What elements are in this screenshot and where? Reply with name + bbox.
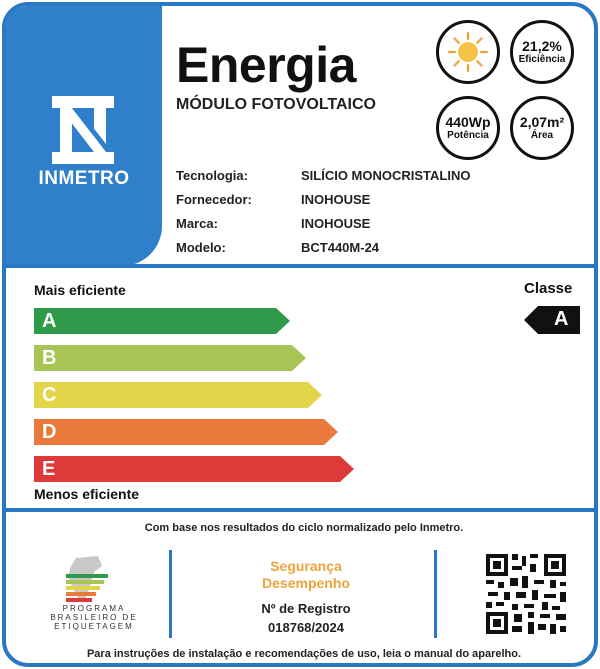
scale-top-label: Mais eficiente bbox=[34, 282, 126, 298]
seal-seguranca: Segurança bbox=[270, 558, 342, 574]
class-bar-b bbox=[34, 345, 306, 371]
qr-code-icon[interactable] bbox=[484, 552, 568, 636]
class-bar-e bbox=[34, 456, 354, 482]
sun-badge bbox=[436, 20, 500, 84]
classe-value: A bbox=[554, 308, 569, 330]
spec-label-tecnologia: Tecnologia: bbox=[176, 168, 248, 183]
class-bar-d-shape bbox=[34, 419, 338, 445]
efficiency-label: Eficiência bbox=[518, 54, 566, 65]
scale-bottom-label: Menos eficiente bbox=[34, 486, 140, 502]
power-label: Potência bbox=[447, 130, 489, 141]
class-letter-d: D bbox=[42, 421, 57, 443]
class-letter-c: C bbox=[42, 384, 57, 406]
class-bar-e-shape bbox=[34, 456, 354, 482]
class-bar-a bbox=[34, 308, 290, 334]
power-value: 440Wp bbox=[445, 114, 491, 130]
efficiency-value: 21,2% bbox=[522, 38, 562, 54]
spec-value-modelo: BCT440M-24 bbox=[301, 240, 380, 255]
classe-marker-shape bbox=[524, 306, 580, 334]
inmetro-seal bbox=[206, 558, 406, 592]
spec-label-modelo: Modelo: bbox=[176, 240, 226, 255]
spec-value-fornecedor: INOHOUSE bbox=[301, 192, 371, 207]
sun-icon bbox=[446, 30, 490, 74]
classe-marker bbox=[524, 306, 580, 334]
area-value: 2,07m² bbox=[519, 114, 565, 130]
label-frame bbox=[2, 2, 598, 667]
spec-label-fornecedor: Fornecedor: bbox=[176, 192, 252, 207]
program-text bbox=[34, 604, 154, 631]
spec-label-marca: Marca: bbox=[176, 216, 218, 231]
spec-value-marca: INOHOUSE bbox=[301, 216, 371, 231]
program-line-1: PROGRAMA bbox=[62, 604, 126, 613]
area-label: Área bbox=[530, 130, 554, 141]
class-letter-b: B bbox=[42, 347, 57, 369]
program-line-3: ETIQUETAGEM bbox=[54, 622, 134, 631]
class-bar-c bbox=[34, 382, 322, 408]
class-bar-c-shape bbox=[34, 382, 322, 408]
basis-text: Com base nos resultados do ciclo normalizado pelo Inmetro. bbox=[144, 522, 464, 534]
power-badge bbox=[436, 96, 500, 160]
class-bar-b-shape bbox=[34, 345, 306, 371]
class-letter-a: A bbox=[42, 310, 57, 332]
class-bar-a-shape bbox=[34, 308, 290, 334]
area-badge bbox=[510, 96, 574, 160]
seal-desempenho: Desempenho bbox=[262, 575, 350, 591]
label-title: Energia bbox=[176, 37, 356, 93]
class-letter-e: E bbox=[42, 458, 56, 480]
class-bar-d bbox=[34, 419, 338, 445]
label-subtitle: MÓDULO FOTOVOLTAICO bbox=[176, 96, 376, 113]
registro-number: 018768/2024 bbox=[268, 620, 344, 635]
footer-separator-left bbox=[169, 550, 172, 638]
classe-label: Classe bbox=[524, 280, 573, 297]
inmetro-logo-icon bbox=[38, 86, 128, 176]
registro-label: Nº de Registro bbox=[261, 601, 351, 616]
spec-value-tecnologia: SILÍCIO MONOCRISTALINO bbox=[301, 168, 471, 183]
inmetro-panel bbox=[6, 6, 162, 266]
instructions-text: Para instruções de instalação e recomendações de uso, leia o manual do aparelho. bbox=[86, 648, 522, 660]
inmetro-wordmark: INMETRO bbox=[38, 168, 130, 189]
program-line-2: BRASILEIRO DE bbox=[50, 613, 138, 622]
efficiency-badge bbox=[510, 20, 574, 84]
footer-separator-right bbox=[434, 550, 437, 638]
section-divider bbox=[6, 264, 598, 268]
footer-divider bbox=[6, 508, 598, 512]
